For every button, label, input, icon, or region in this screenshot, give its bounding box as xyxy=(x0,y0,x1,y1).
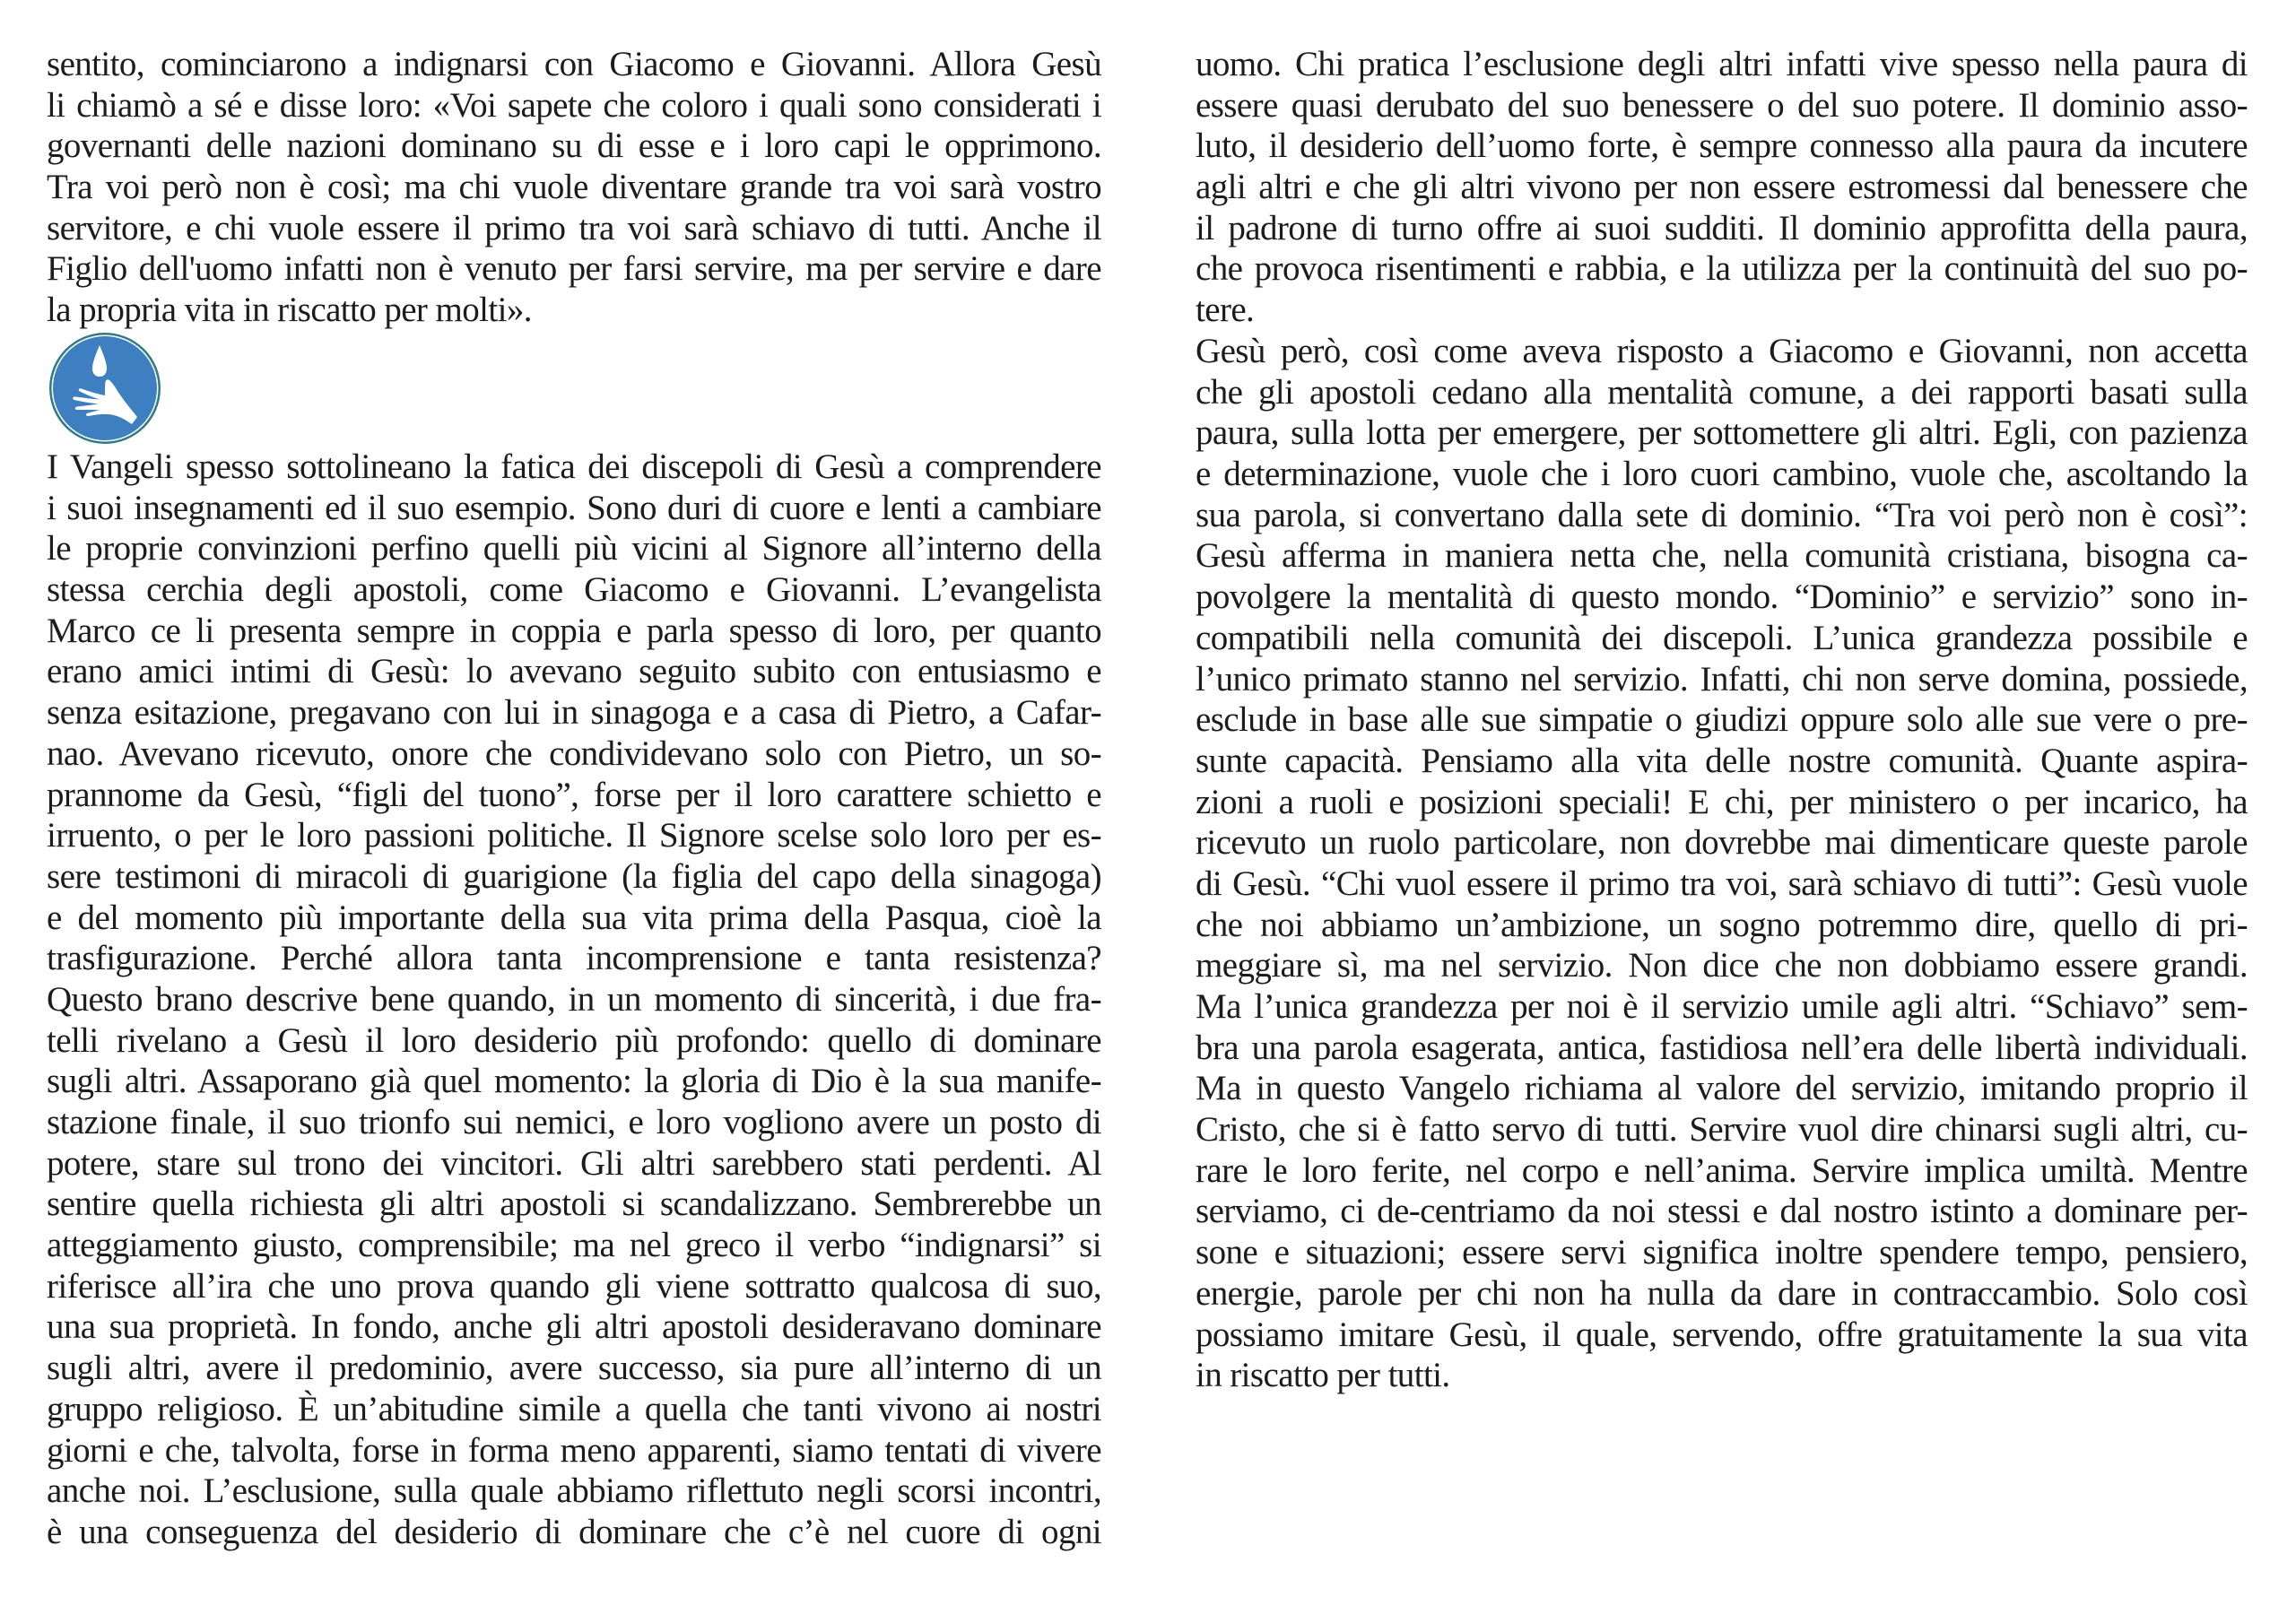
text-line: li chiamò a sé e disse loro: «Voi sapete che coloro i quali sono considerati i xyxy=(47,85,1101,125)
text-line: sentire quella richiesta gli altri apostoli si scandalizzano. Sembrerebbe un xyxy=(47,1185,1101,1224)
text-line: gruppo religioso. È un’abitudine simile a quella che tanti vivono ai nostri xyxy=(47,1389,1101,1428)
text-line: una sua proprietà. In fondo, anche gli altri apostoli desideravano dominare xyxy=(47,1307,1101,1347)
text-line: sua parola, si convertano dalla sete di dominio. “Tra voi però non è così”: xyxy=(1196,495,2248,534)
text-line: e determinazione, vuole che i loro cuori cambino, vuole che, ascoltando la xyxy=(1196,455,2248,494)
text-line: Gesù afferma in maniera netta che, nella comunità cristiana, bisogna ca- xyxy=(1196,536,2248,576)
text-line: e del momento più importante della sua vita prima della Pasqua, cioè la xyxy=(47,898,1101,937)
text-line: Marco ce li presenta sempre in coppia e parla spesso di loro, per quanto xyxy=(47,611,1101,650)
text-line: stessa cerchia degli apostoli, come Giacomo e Giovanni. L’evangelista xyxy=(47,570,1101,610)
text-line: riferisce all’ira che uno prova quando gli viene sottratto qualcosa di suo, xyxy=(47,1266,1101,1306)
text-line: atteggiamento giusto, comprensibile; ma nel greco il verbo “indignarsi” si xyxy=(47,1226,1101,1265)
text-line: Cristo, che si è fatto servo di tutti. Servire vuol dire chinarsi sugli altri, cu- xyxy=(1196,1110,2248,1150)
text-line: Tra voi però non è così; ma chi vuole diventare grande tra voi sarà vostro xyxy=(47,168,1101,207)
text-line: povolgere la mentalità di questo mondo. “Dominio” e servizio” sono in- xyxy=(1196,577,2248,617)
text-line: sunte capacità. Pensiamo alla vita delle nostre comunità. Quante aspira- xyxy=(1196,741,2248,780)
text-line: sone e situazioni; essere servi significa inoltre spendere tempo, pensiero, xyxy=(1196,1233,2248,1272)
right-paragraph-2 xyxy=(1196,331,2248,1396)
text-line: paura, sulla lotta per emergere, per sottomettere gli altri. Egli, con pazienza xyxy=(1196,413,2248,453)
text-line: compatibili nella comunità dei discepoli. L’unica grandezza possibile e xyxy=(1196,618,2248,657)
text-line: sere testimoni di miracoli di guarigione (la figlia del capo della sinagoga) xyxy=(47,856,1101,896)
text-line: che gli apostoli cedano alla mentalità comune, a dei rapporti basati sulla xyxy=(1196,372,2248,412)
text-line: telli rivelano a Gesù il loro desiderio più profondo: quello di dominare xyxy=(47,1020,1101,1060)
text-line: ricevuto un ruolo particolare, non dovrebbe mai dimenticare queste parole xyxy=(1196,823,2248,863)
text-line: nao. Avevano ricevuto, onore che condividevano solo con Pietro, un so- xyxy=(47,733,1101,773)
text-line: giorni e che, talvolta, forse in forma meno apparenti, siamo tentati di vivere xyxy=(47,1430,1101,1470)
text-line: servitore, e chi vuole essere il primo tra voi sarà schiavo di tutti. Anche il xyxy=(47,208,1101,247)
text-line: erano amici intimi di Gesù: lo avevano seguito subito con entusiasmo e xyxy=(47,652,1101,691)
text-line: sentito, cominciarono a indignarsi con Giacomo e Giovanni. Allora Gesù xyxy=(47,45,1101,83)
hand-with-drop-icon xyxy=(48,331,162,446)
text-line: rare le loro ferite, nel corpo e nell’anima. Servire implica umiltà. Mentre xyxy=(1196,1150,2248,1190)
text-line: stazione finale, il suo trionfo sui nemici, e loro vogliono avere un posto di xyxy=(47,1103,1101,1141)
text-line: bra una parola esagerata, antica, fastidiosa nell’era delle libertà individuali. xyxy=(1196,1028,2248,1067)
right-paragraph-1 xyxy=(1196,44,2248,331)
text-line: uomo. Chi pratica l’esclusione degli altri infatti vive spesso nella paura di xyxy=(1196,45,2248,83)
text-line: il padrone di turno offre ai suoi sudditi. Il dominio approfitta della paura, xyxy=(1196,208,2248,247)
text-line: Ma l’unica grandezza per noi è il servizio umile agli altri. “Schiavo” sem- xyxy=(1196,987,2248,1026)
text-line: esclude in base alle sue simpatie o giudizi oppure solo alle sue vere o pre- xyxy=(1196,700,2248,740)
text-line: sugli altri, avere il predominio, avere successo, sia pure all’interno di un xyxy=(47,1349,1101,1388)
text-line: governanti delle nazioni dominano su di esse e i loro capi le opprimono. xyxy=(47,126,1101,166)
text-line: zioni a ruoli e posizioni speciali! E chi, per ministero o per incarico, ha xyxy=(1196,782,2248,821)
text-line: Questo brano descrive bene quando, in un momento di sincerità, i due fra- xyxy=(47,979,1101,1019)
text-line: tere. xyxy=(1196,291,1255,330)
text-line: Figlio dell'uomo infatti non è venuto per farsi servire, ma per servire e dare xyxy=(47,249,1101,289)
text-line: anche noi. L’esclusione, sulla quale abbiamo riflettuto negli scorsi incontri, xyxy=(47,1471,1101,1511)
left-paragraph-2 xyxy=(47,447,1101,1553)
text-line: trasfigurazione. Perché allora tanta incomprensione e tanta resistenza? xyxy=(47,939,1101,978)
text-line: l’unico primato stanno nel servizio. Infatti, chi non serve domina, possiede, xyxy=(1196,659,2248,699)
text-line: agli altri e che gli altri vivono per non essere estromessi dal benessere che xyxy=(1196,168,2248,207)
text-line: è una conseguenza del desiderio di dominare che c’è nel cuore di ogni xyxy=(47,1512,1101,1551)
text-line: potere, stare sul trono dei vincitori. Gli altri sarebbero stati perdenti. Al xyxy=(47,1143,1101,1183)
text-line: prannome da Gesù, “figli del tuono”, forse per il loro carattere schietto e xyxy=(47,775,1101,814)
text-line: luto, il desiderio dell’uomo forte, è sempre connesso alla paura da incutere xyxy=(1196,126,2248,166)
text-line: Gesù però, così come aveva risposto a Giacomo e Giovanni, non accetta xyxy=(1196,332,2248,370)
text-line: i suoi insegnamenti ed il suo esempio. Sono duri di cuore e lenti a cambiare xyxy=(47,488,1101,527)
text-line: Ma in questo Vangelo richiama al valore del servizio, imitando proprio il xyxy=(1196,1069,2248,1108)
text-line: possiamo imitare Gesù, il quale, servendo, offre gratuitamente la sua vita xyxy=(1196,1315,2248,1354)
text-line: senza esitazione, pregavano con lui in sinagoga e a casa di Pietro, a Cafar- xyxy=(47,693,1101,733)
text-line: di Gesù. “Chi vuol essere il primo tra voi, sarà schiavo di tutti”: Gesù vuole xyxy=(1196,864,2248,903)
text-line: sugli altri. Assaporano già quel momento: la gloria di Dio è la sua manife- xyxy=(47,1062,1101,1101)
text-line: energie, parole per chi non ha nulla da dare in contraccambio. Solo così xyxy=(1196,1273,2248,1313)
left-paragraph-1 xyxy=(47,44,1101,331)
text-line: le proprie convinzioni perfino quelli più vicini al Signore all’interno della xyxy=(47,529,1101,568)
text-line: essere quasi derubato del suo benessere o del suo potere. Il dominio asso- xyxy=(1196,85,2248,125)
text-line: serviamo, ci de-centriamo da noi stessi e dal nostro istinto a dominare per- xyxy=(1196,1192,2248,1231)
text-line: irruento, o per le loro passioni politiche. Il Signore scelse solo loro per es- xyxy=(47,816,1101,855)
text-line: che provoca risentimenti e rabbia, e la utilizza per la continuità del suo po- xyxy=(1196,249,2248,289)
text-line: la propria vita in riscatto per molti». xyxy=(47,291,532,330)
text-line: I Vangeli spesso sottolineano la fatica dei discepoli di Gesù a comprendere xyxy=(47,447,1101,486)
text-line: in riscatto per tutti. xyxy=(1196,1356,1450,1395)
text-line: che noi abbiamo un’ambizione, un sogno potremmo dire, quello di pri- xyxy=(1196,905,2248,944)
text-line: meggiare sì, ma nel servizio. Non dice che non dobbiamo essere grandi. xyxy=(1196,946,2248,985)
